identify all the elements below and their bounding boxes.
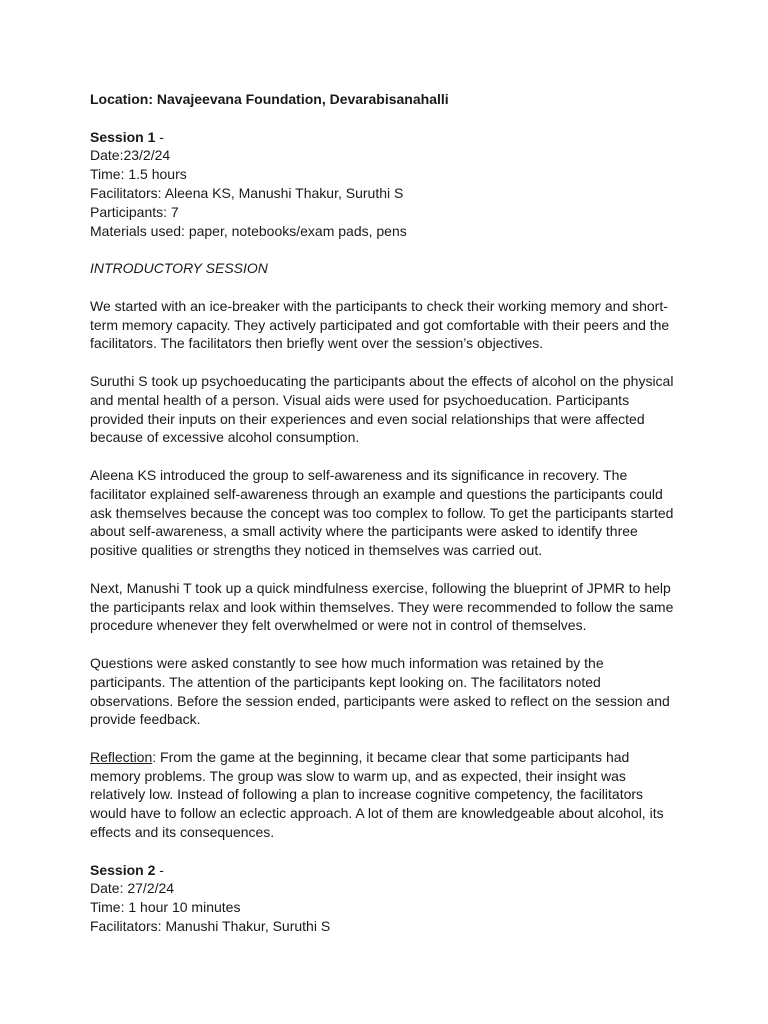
session-1-title: INTRODUCTORY SESSION xyxy=(90,260,268,277)
location-line: Location: Navajeevana Foundation, Devarabisanahalli xyxy=(90,91,449,107)
document-page xyxy=(90,90,682,936)
session-2-facilitators: Facilitators: Manushi Thakur, Suruthi S xyxy=(90,918,331,935)
reflection-label: Reflection xyxy=(90,748,153,765)
spacer xyxy=(90,278,682,297)
session-1-paragraph-mindfulness: Next, Manushi T took up a quick mindfulness exercise, following the blueprint of JPMR to help the participants relax and look within themselves. They were recommended to follow the same procedure whenever they felt overwhelmed or were not in control of themselves. xyxy=(90,579,674,634)
session-1-heading-suffix: - xyxy=(155,128,164,145)
session-1-paragraph-psychoeducation: Suruthi S took up psychoeducating the participants about the effects of alcohol on the physical and mental health of a person. Visual aids were used for psychoeducation. Participants provided their inputs on their experiences and even social relationships that were affected because of excessive alcohol consumption. xyxy=(90,372,674,446)
session-1-paragraph-questions: Questions were asked constantly to see how much information was retained by the participants. The attention of the participants kept looking on. The facilitators noted observations. Before the session ended, participants were asked to reflect on the session and provide feedback. xyxy=(90,654,670,728)
session-1-block xyxy=(90,128,682,842)
session-2-heading-suffix: - xyxy=(155,861,164,878)
session-1-facilitators: Facilitators: Aleena KS, Manushi Thakur, Suruthi S xyxy=(90,184,404,201)
reflection-text: : From the game at the beginning, it became clear that some participants had memory problems. The group was slow to warm up, and as expected, their insight was relatively low. Instead of following a plan to increase cognitive competency, the facilitators would have to follow an eclectic approach. A lot of them are knowledgeable about alcohol, its effects and its consequences. xyxy=(90,748,664,841)
session-1-paragraph-icebreaker: We started with an ice-breaker with the participants to check their working memory and short-term memory capacity. They actively participated and got comfortable with their peers and the facilitators. The facilitators then briefly went over the session’s objectives. xyxy=(90,297,670,352)
session-1-time: Time: 1.5 hours xyxy=(90,166,187,183)
session-1-date: Date:23/2/24 xyxy=(90,147,171,164)
session-2-date: Date: 27/2/24 xyxy=(90,880,175,897)
session-2-heading: Session 2 xyxy=(90,861,156,878)
spacer xyxy=(90,109,682,128)
session-1-participants: Participants: 7 xyxy=(90,203,179,220)
session-1-paragraph-self-awareness: Aleena KS introduced the group to self-awareness and its significance in recovery. The facilitator explained self-awareness through an example and questions the participants could ask themselves because the concept was too complex to follow. To get the participants started about self-awareness, a small activity where the participants were asked to identify three positive qualities or strengths they noticed in themselves was carried out. xyxy=(90,466,674,559)
session-1-heading-line xyxy=(90,128,682,147)
session-1-reflection xyxy=(90,748,682,842)
session-1-heading: Session 1 xyxy=(90,128,156,145)
session-2-heading-line xyxy=(90,861,682,880)
session-2-block xyxy=(90,861,682,936)
spacer xyxy=(90,240,682,259)
session-1-materials: Materials used: paper, notebooks/exam pads, pens xyxy=(90,222,407,239)
session-2-time: Time: 1 hour 10 minutes xyxy=(90,899,241,916)
